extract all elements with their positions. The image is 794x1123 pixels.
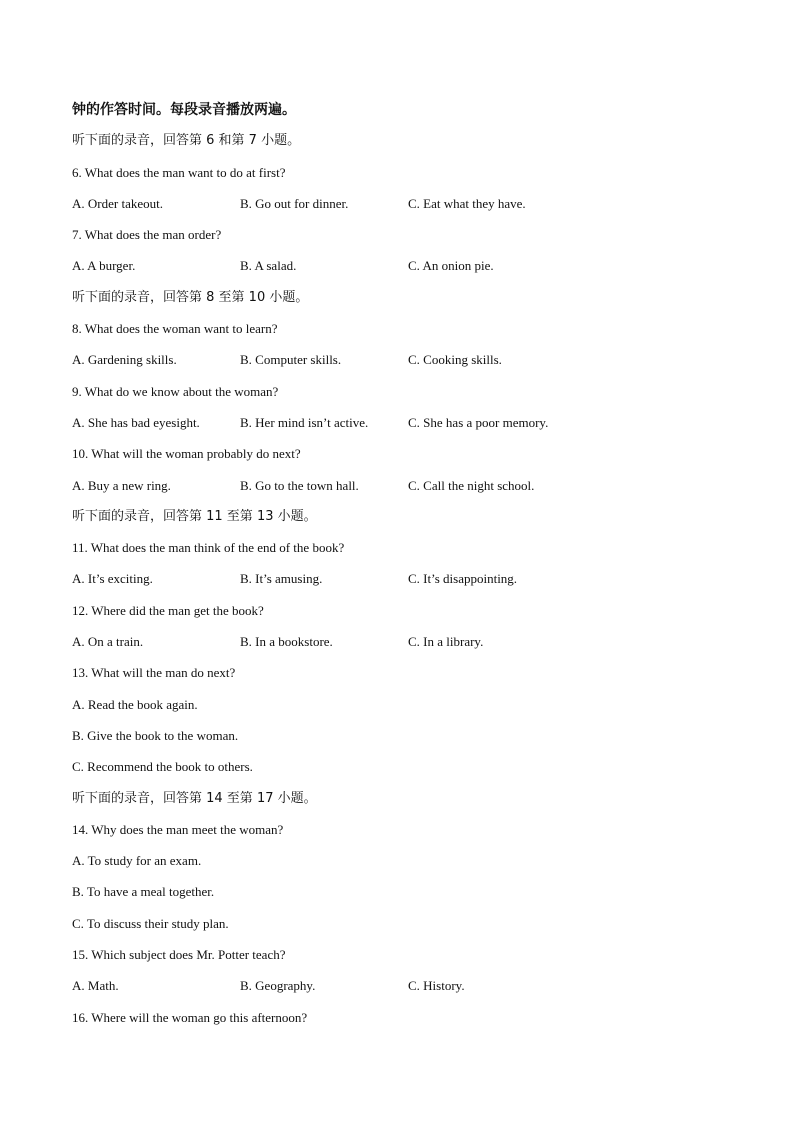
option-11a: A. It’s exciting. [72, 571, 153, 587]
question-11: 11. What does the man think of the end of the book? [72, 540, 345, 556]
option-15c: C. History. [408, 978, 465, 994]
option-7c: C. An onion pie. [408, 258, 494, 274]
option-6b: B. Go out for dinner. [240, 195, 349, 211]
option-13b: B. Give the book to the woman. [72, 727, 239, 743]
option-14c: C. To discuss their study plan. [72, 915, 229, 931]
option-15a: A. Math. [72, 978, 119, 994]
options-12 [72, 632, 722, 663]
question-14: 14. Why does the man meet the woman? [72, 821, 284, 837]
option-10a: A. Buy a new ring. [72, 477, 171, 493]
question-7: 7. What does the man order? [72, 227, 222, 243]
question-8: 8. What does the woman want to learn? [72, 321, 278, 337]
question-13: 13. What will the man do next? [72, 665, 236, 681]
option-12a: A. On a train. [72, 634, 144, 650]
section-heading-6-7: 听下面的录音，回答第 6 和第 7 小题。 [72, 133, 301, 149]
section-heading-8-10: 听下面的录音，回答第 8 至第 10 小题。 [72, 289, 309, 305]
option-8c: C. Cooking skills. [408, 352, 502, 368]
option-7b: B. A salad. [240, 258, 297, 274]
option-7a: A. A burger. [72, 258, 136, 274]
options-15 [72, 976, 722, 1007]
section-heading-14-17: 听下面的录音，回答第 14 至第 17 小题。 [72, 790, 317, 806]
option-13c: C. Recommend the book to others. [72, 759, 253, 775]
option-9c: C. She has a poor memory. [408, 414, 549, 430]
options-9 [72, 413, 722, 444]
option-11b: B. It’s amusing. [240, 571, 323, 587]
option-8b: B. Computer skills. [240, 352, 342, 368]
section-heading-11-13: 听下面的录音，回答第 11 至第 13 小题。 [72, 508, 317, 524]
options-8 [72, 350, 722, 381]
question-6: 6. What does the man want to do at first? [72, 164, 286, 180]
option-8a: A. Gardening skills. [72, 352, 177, 368]
option-12c: C. In a library. [408, 634, 484, 650]
options-6 [72, 194, 722, 225]
option-9b: B. Her mind isn’t active. [240, 414, 369, 430]
options-11 [72, 569, 722, 600]
question-16: 16. Where will the woman go this afternoon? [72, 1009, 308, 1025]
options-7 [72, 256, 722, 287]
option-14a: A. To study for an exam. [72, 853, 202, 869]
option-14b: B. To have a meal together. [72, 884, 215, 900]
intro-text: 钟的作答时间。每段录音播放两遍。 [72, 102, 296, 118]
option-15b: B. Geography. [240, 978, 316, 994]
listening-section [72, 100, 722, 1039]
option-6a: A. Order takeout. [72, 195, 163, 211]
option-9a: A. She has bad eyesight. [72, 414, 200, 430]
question-10: 10. What will the woman probably do next? [72, 446, 301, 462]
option-11c: C. It’s disappointing. [408, 571, 518, 587]
option-6c: C. Eat what they have. [408, 195, 526, 211]
option-13a: A. Read the book again. [72, 696, 198, 712]
options-10 [72, 476, 722, 507]
question-12: 12. Where did the man get the book? [72, 602, 264, 618]
option-10b: B. Go to the town hall. [240, 477, 359, 493]
option-10c: C. Call the night school. [408, 477, 535, 493]
question-9: 9. What do we know about the woman? [72, 383, 279, 399]
question-15: 15. Which subject does Mr. Potter teach? [72, 947, 286, 963]
option-12b: B. In a bookstore. [240, 634, 333, 650]
